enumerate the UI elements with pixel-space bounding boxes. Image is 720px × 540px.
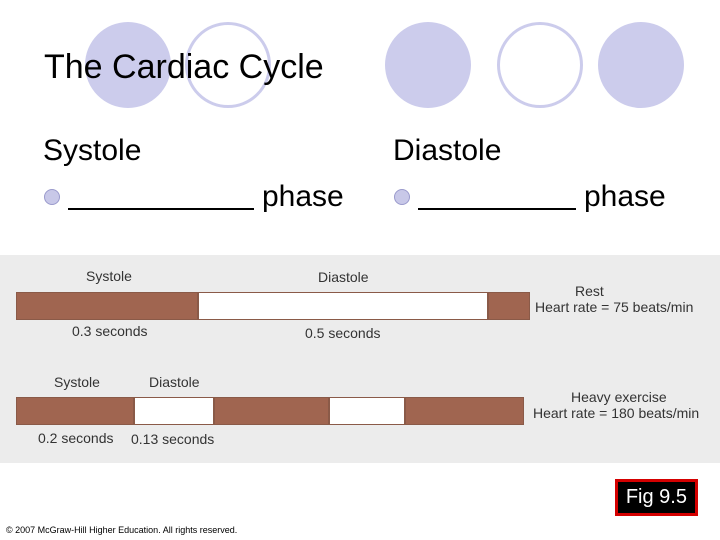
rest-diastole-bar bbox=[198, 292, 488, 320]
diastole-blank bbox=[418, 184, 576, 210]
exercise-systole-time: 0.2 seconds bbox=[38, 430, 114, 446]
exercise-diastole-bar-1 bbox=[134, 397, 214, 425]
systole-phase-line bbox=[44, 180, 344, 214]
diastole-phase-line bbox=[394, 180, 666, 214]
systole-blank bbox=[68, 184, 254, 210]
exercise-systole-bar-1 bbox=[16, 397, 134, 425]
exercise-systole-bar-2 bbox=[214, 397, 329, 425]
rest-next-systole-bar bbox=[488, 292, 530, 320]
exercise-diastole-time: 0.13 seconds bbox=[131, 431, 215, 447]
decor-circle-3 bbox=[385, 22, 471, 108]
diastole-heading: Diastole bbox=[393, 134, 502, 167]
exercise-diastole-bar-2 bbox=[329, 397, 405, 425]
exercise-systole-bar-3 bbox=[405, 397, 524, 425]
exercise-diastole-label: Diastole bbox=[149, 374, 200, 390]
figure-label: Fig 9.5 bbox=[615, 479, 698, 516]
bullet-icon bbox=[44, 189, 60, 205]
copyright-notice: © 2007 McGraw-Hill Higher Education. All rights reserved. bbox=[6, 525, 238, 535]
systole-phase-text: phase bbox=[262, 180, 344, 213]
decor-circle-5 bbox=[598, 22, 684, 108]
rest-systole-time: 0.3 seconds bbox=[72, 323, 148, 339]
systole-heading: Systole bbox=[43, 134, 142, 167]
rest-systole-bar bbox=[16, 292, 198, 320]
exercise-condition: Heavy exercise bbox=[571, 389, 667, 405]
diastole-phase-text: phase bbox=[584, 180, 666, 213]
cardiac-cycle-figure bbox=[0, 255, 720, 463]
exercise-heart-rate: Heart rate = 180 beats/min bbox=[533, 405, 700, 421]
decor-circle-4 bbox=[497, 22, 583, 108]
rest-heart-rate: Heart rate = 75 beats/min bbox=[535, 299, 694, 315]
bullet-icon bbox=[394, 189, 410, 205]
rest-condition: Rest bbox=[575, 283, 604, 299]
rest-systole-label: Systole bbox=[86, 268, 132, 284]
rest-diastole-time: 0.5 seconds bbox=[305, 325, 381, 341]
rest-diastole-label: Diastole bbox=[318, 269, 369, 285]
slide-title: The Cardiac Cycle bbox=[44, 48, 324, 86]
exercise-systole-label: Systole bbox=[54, 374, 100, 390]
